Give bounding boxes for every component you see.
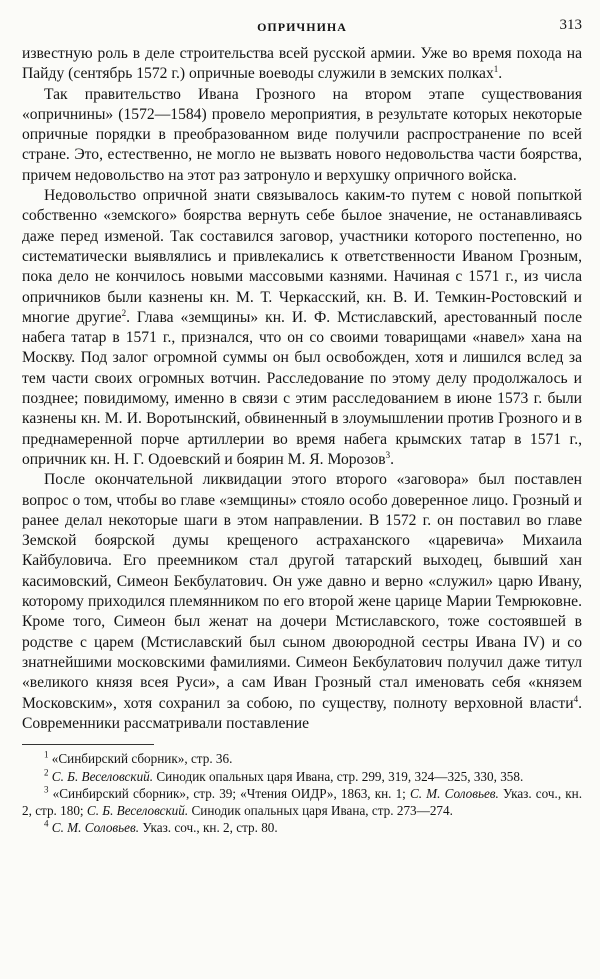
footnote-rule [22, 744, 154, 745]
footnote: $^1$ «Синбирский сборник», стр. 36. [44, 749, 233, 767]
body-text [22, 44, 582, 734]
footnote-mark: 1 [44, 749, 49, 760]
footnote-mark: 4 [44, 819, 49, 830]
running-head: ОПРИЧНИНА [257, 20, 347, 34]
footnote-mark: 2 [44, 767, 49, 778]
author-name: С. М. Соловьев. [51, 820, 140, 836]
paragraph: известную роль в деле строительства всей русской армии. Уже во время похода на Пайду (сентябрь 1572 г.) опричные воеводы служили в земских полках$^1$. [22, 45, 582, 83]
author-name: С. М. Соловьев. [409, 786, 499, 802]
footnote: $^3$ «Синбирский сборник», стр. 39; «Чтения ОИДР», 1863, кн. 1; С. М. Соловьев. Указ. соч., кн. 2, стр. 180; С. Б. Веселовский. Синодик опальных царя Ивана, стр. 273—274. [22, 784, 582, 818]
author-name: С. Б. Веселовский. [51, 768, 154, 784]
paragraph: Так правительство Ивана Грозного на втором этапе существования «опричнины» (1572—1584) провело мероприятия, в результате которых некоторые опричные порядки в преобразованном виде получили распространение по всей стране. Это, естественно, не могло не вызвать нового недовольства части боярства, причем недовольство на этот раз затронуло и верхушку опричного войска. [22, 85, 582, 184]
paragraph: После окончательной ликвидации этого второго «заговора» был поставлен вопрос о том, чтобы во главе «земщины» стояло особо доверенное лицо. Грозный и ранее делал некоторые шаги в этом направлении. В 1572 г. он поставил во главе Земской боярской думы крещеного астраханского «царевича» Михаила Кайбуловича. Его преемником стал другой татарский выходец, бывший хан касимовский, Симеон Бекбулатович. Он уже давно и верно «служил» царю Ивану, которому приходился племянником по его второй жене царице Марии Темрюковне. Кроме того, Симеон был женат на дочери Мстиславского, тоже состоявшей в родстве с царем (Мстиславский был сыном двоюродной сестры Ивана IV) и со знатнейшими московскими фамилиями. Симеон Бекбулатович получил даже титул «великого князя всея Руси», а сам Иван Грозный стал именовать себя «князем Московским», хотя сохранил за собою, по существу, полноту верховной власти$^4$. Современники рассматривали поставление [22, 471, 582, 732]
footnote: $^2$ С. Б. Веселовский. Синодик опальных царя Ивана, стр. 299, 319, 324—325, 330, 358. [44, 767, 524, 784]
footnotes [22, 751, 582, 837]
page-header [22, 14, 582, 44]
paragraph: Недовольство опричной знати связывалось каким-то путем с новой попыткой собственно «земского» боярства вернуть себе былое значение, не останавливаясь даже перед изменой. Так составился заговор, участники которого постепенно, но систематически выявлялись и привлекались к ответственности Иваном Грозным, пока дело не кончилось новыми массовыми казнями. Начиная с 1571 г., из числа опричников были казнены кн. М. Т. Черкасский, кн. В. И. Темкин-Ростовский и многие другие$^2$. Глава «земщины» кн. И. Ф. Мстиславский, арестованный после набега татар в 1571 г., признался, что он со своими товарищами «навел» хана на Москву. Под залог огромной суммы он был освобожден, хотя и лишился вслед за тем части своих огромных вотчин. Расследование по этому делу продолжалось и позднее; повидимому, именно в связи с этим расследованием в июне 1573 г. были казнены кн. М. И. Воротынский, обвиненный в злоумышлении против Грозного и в преднамеренной порче артиллерии во время набега крымских татар в 1571 г., опричник кн. Н. Г. Одоевский и боярин М. Я. Морозов$^3$. [22, 187, 582, 468]
author-name: С. Б. Веселовский. [86, 802, 189, 818]
footnote-mark: 3 [44, 784, 49, 795]
footnote-ref: 4 [573, 693, 579, 704]
footnote-ref: 1 [493, 64, 499, 75]
footnote-ref: 2 [121, 307, 127, 318]
page-number: 313 [559, 17, 582, 33]
footnote-ref: 3 [385, 449, 391, 460]
footnote: $^4$ С. М. Соловьев. Указ. соч., кн. 2, стр. 80. [44, 819, 278, 836]
